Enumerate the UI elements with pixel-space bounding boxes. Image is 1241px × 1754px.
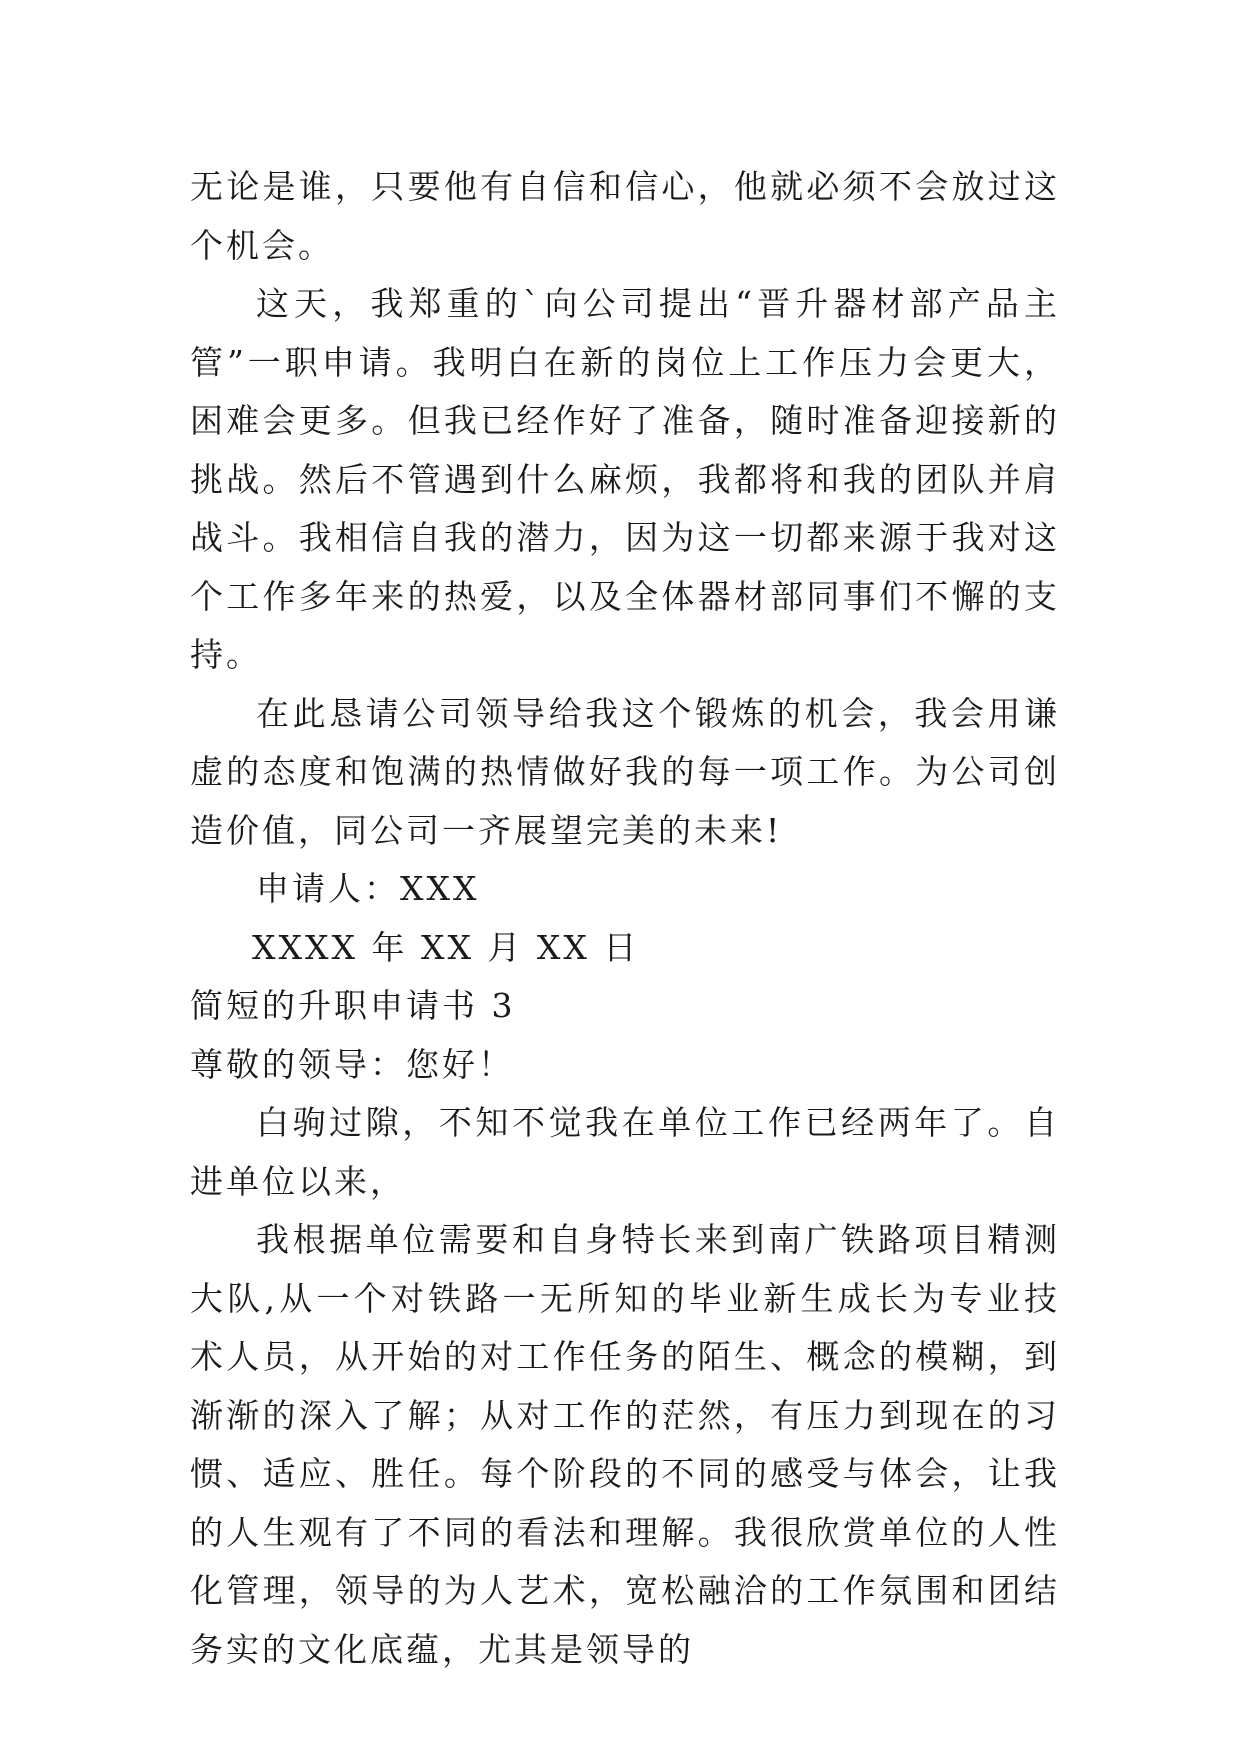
signature-date: XXXX 年 XX 月 XX 日 — [252, 927, 640, 967]
salutation: 尊敬的领导：您好！ — [190, 1044, 514, 1084]
paragraph-experience: 我根据单位需要和自身特长来到南广铁路项目精测大队,从一个对铁路一无所知的毕业新生成长为专业技术人员，从开始的对工作任务的陌生、概念的模糊，到渐渐的深入了解；从对工作的茫然，有压力到现在的习惯、适应、胜任。每个阶段的不同的感受与体会，让我的人生观有了不同的看法和理解。我很欣赏单位的人性化管理，领导的为人艺术，宽松融洽的工作氛围和团结务实的文化底蕴，尤其是领导的 — [190, 1220, 1060, 1669]
paragraph-intro: 白驹过隙，不知不觉我在单位工作已经两年了。自进单位以来， — [190, 1103, 1060, 1201]
paragraph-promotion-request: 这天，我郑重的`向公司提出“晋升器材部产品主管”一职申请。我明白在新的岗位上工作压力会更大，困难会更多。但我已经作好了准备，随时准备迎接新的挑战。然后不管遇到什么麻烦，我都将和我的团队并肩战斗。我相信自我的潜力，因为这一切都来源于我对这个工作多年来的热爱，以及全体器材部同事们不懈的支持。 — [190, 284, 1060, 674]
document-body — [190, 158, 1060, 1679]
section-heading: 简短的升职申请书 3 — [190, 986, 516, 1025]
paragraph-opportunity: 无论是谁，只要他有自信和信心，他就必须不会放过这个机会。 — [190, 167, 1060, 265]
applicant-signature: 申请人：XXX — [256, 869, 480, 908]
paragraph-plea: 在此恳请公司领导给我这个锻炼的机会，我会用谦虚的态度和饱满的热情做好我的每一项工作。为公司创造价值，同公司一齐展望完美的未来! — [190, 693, 1060, 850]
